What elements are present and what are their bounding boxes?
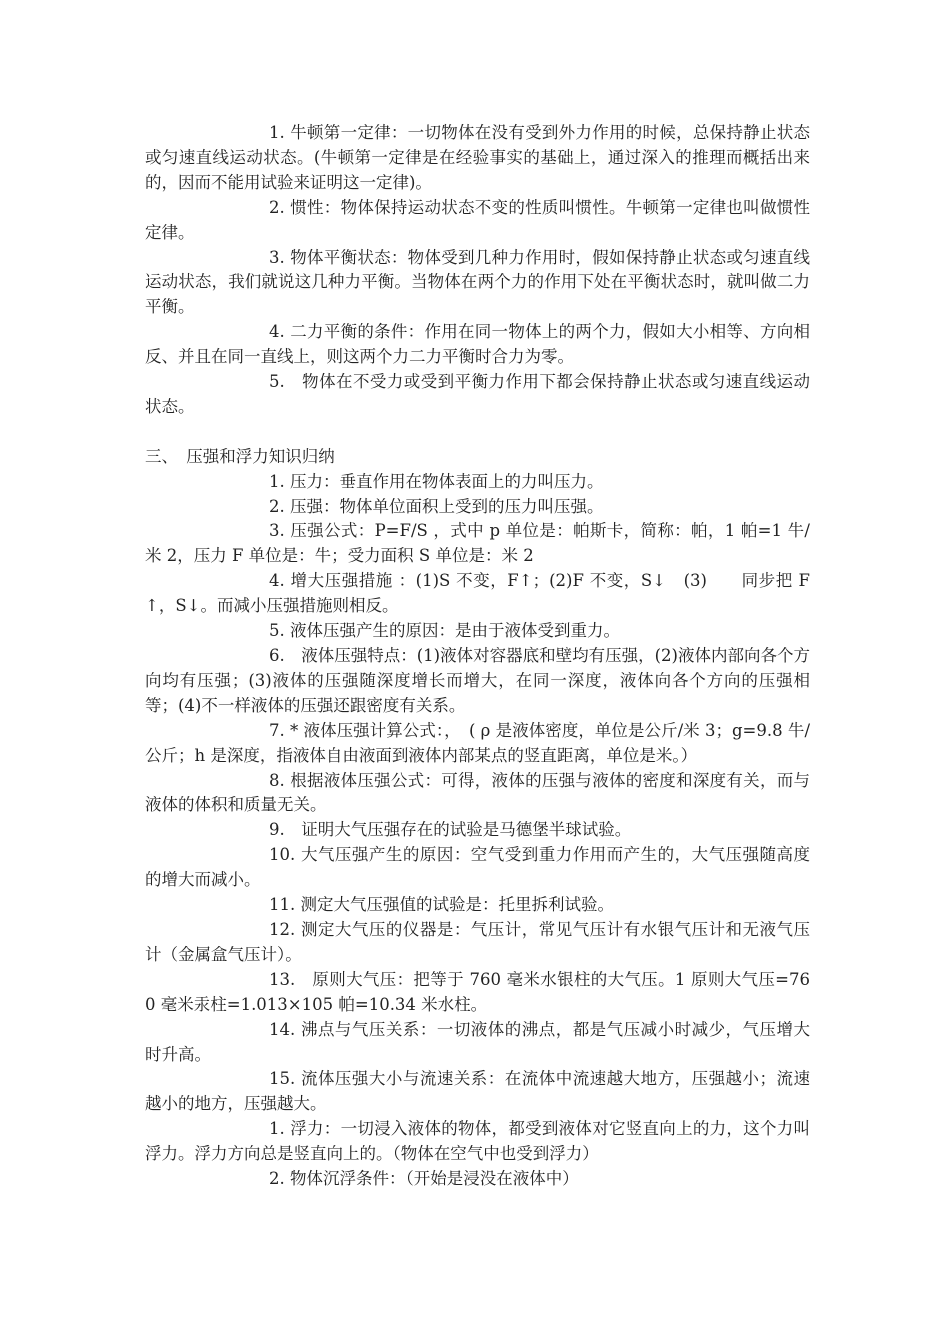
paragraph-balanced-force-motion: 5. 物体在不受力或受到平衡力作用下都会保持静止状态或匀速直线运动状态。 [145, 372, 810, 416]
paragraph-torricelli: 11. 测定大气压强值的试验是：托里拆利试验。 [269, 895, 614, 915]
paragraph-barometer: 12. 测定大气压的仪器是：气压计，常见气压计有水银气压计和无液气压计（金属盒气压计）。 [145, 919, 810, 964]
paragraph-fluid-velocity: 15. 流体压强大小与流速关系：在流体中流速越大地方，压强越小；流速越小的地方，压强越大。 [145, 1069, 810, 1114]
paragraph-liquid-pressure-formula: 7. * 液体压强计算公式：， ( ρ 是液体密度，单位是公斤/米 3；g=9.8 牛/公斤；h 是深度，指液体自由液面到液体内部某点的竖直距离，单位是米。） [145, 720, 810, 765]
paragraph-boiling-point: 14. 沸点与气压关系：一切液体的沸点，都是气压减小时减少，气压增大时升高。 [145, 1019, 810, 1064]
document-body [145, 121, 810, 1192]
paragraph-equilibrium-state: 3. 物体平衡状态：物体受到几种力作用时，假如保持静止状态或匀速直线运动状态，我们就说这几种力平衡。当物体在两个力的作用下处在平衡状态时，就叫做二力平衡。 [145, 247, 810, 317]
paragraph-sink-float-conditions: 2. 物体沉浮条件：（开始是浸没在液体中） [269, 1169, 579, 1189]
section-three-heading: 三、 压强和浮力知识归纳 [145, 446, 335, 466]
paragraph-two-force-balance: 4. 二力平衡的条件：作用在同一物体上的两个力，假如大小相等、方向相反、并且在同一直线上，则这两个力二力平衡时合力为零。 [145, 322, 810, 367]
paragraph-pressure-force: 1. 压力：垂直作用在物体表面上的力叫压力。 [269, 471, 604, 491]
paragraph-atmospheric-pressure-cause: 10. 大气压强产生的原因：空气受到重力作用而产生的，大气压强随高度的增大而减小。 [145, 845, 810, 890]
section-three [145, 470, 810, 1192]
paragraph-spacer [145, 420, 810, 445]
paragraph-inertia: 2. 惯性：物体保持运动状态不变的性质叫惯性。牛顿第一定律也叫做惯性定律。 [145, 197, 810, 242]
paragraph-liquid-pressure-features: 6. 液体压强特点：(1)液体对容器底和壁均有压强，(2)液体内部向各个方向均有压强；(3)液体的压强随深度增长而增大，在同一深度，液体向各个方向的压强相等；(4)不一样液体的压强还跟密度有关系。 [145, 646, 810, 715]
paragraph-newtons-first-law: 1. 牛顿第一定律：一切物体在没有受到外力作用的时候，总保持静止状态或匀速直线运动状态。(牛顿第一定律是在经验事实的基础上，通过深入的推理而概括出来的，因而不能用试验来证明这一定律)。 [145, 123, 810, 192]
paragraph-magdeburg: 9. 证明大气压强存在的试验是马德堡半球试验。 [269, 820, 632, 840]
paragraph-liquid-pressure-factors: 8. 根据液体压强公式：可得，液体的压强与液体的密度和深度有关，而与液体的体积和质量无关。 [145, 770, 810, 815]
paragraph-standard-atmosphere: 13. 原则大气压：把等于 760 毫米水银柱的大气压。1 原则大气压=760 毫米汞柱=1.013×105 帕=10.34 米水柱。 [145, 969, 810, 1014]
paragraph-pressure: 2. 压强：物体单位面积上受到的压力叫压强。 [269, 496, 604, 516]
paragraph-buoyancy: 1. 浮力：一切浸入液体的物体，都受到液体对它竖直向上的力，这个力叫浮力。浮力方向总是竖直向上的。（物体在空气中也受到浮力） [145, 1119, 810, 1164]
section-two [145, 121, 810, 420]
paragraph-pressure-formula: 3. 压强公式：P=F/S ，式中 p 单位是：帕斯卡，简称：帕，1 帕=1 牛/米 2，压力 F 单位是：牛；受力面积 S 单位是：米 2 [145, 521, 810, 566]
paragraph-liquid-pressure-cause: 5. 液体压强产生的原因：是由于液体受到重力。 [269, 621, 620, 641]
paragraph-increase-pressure: 4. 增大压强措施 ：(1)S 不变，F↑；(2)F 不变，S↓ (3) 同步把 F↑，S↓。而减小压强措施则相反。 [145, 571, 810, 616]
